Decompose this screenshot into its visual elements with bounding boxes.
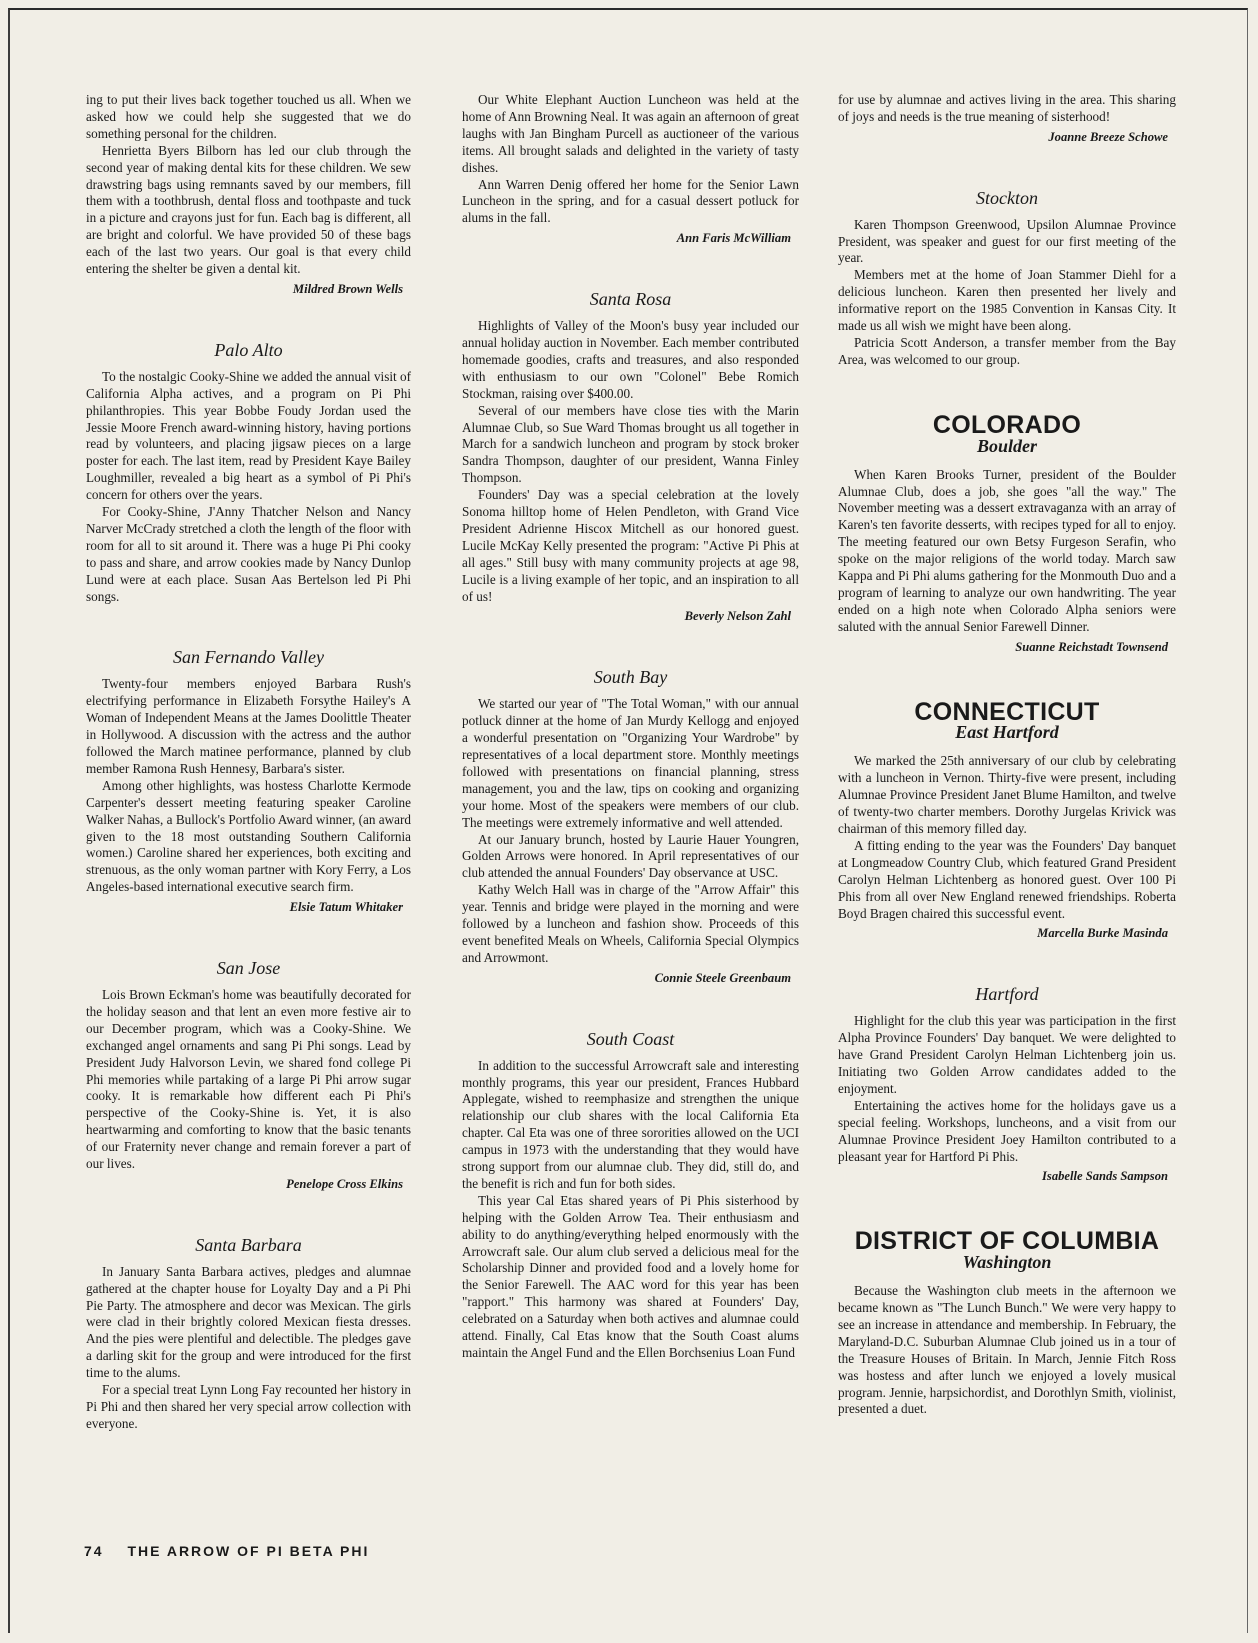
paragraph: In addition to the successful Arrowcraft sale and interesting monthly programs, this year our president, Frances Hubbard Applegate, wished to reemphasize and strengthen the unique relationship our club shares with the local California Eta chapter. Cal Eta was one of three sororities allowed on the UCI campus in 1973 with the understanding that they would have strong support from our alumnae club. They did, still do, and the benefit is rich and fun for both sides. bbox=[462, 1057, 799, 1191]
paragraph: Ann Warren Denig offered her home for the Senior Lawn Luncheon in the spring, and for a casual dessert potluck for alums in the fall. bbox=[462, 176, 799, 226]
paragraph: This year Cal Etas shared years of Pi Phis sisterhood by helping with the Golden Arrow Tea. Their enthusiasm and ability to do anything/everything helped enormously with the Arrowcraft sale. Our alum club served a delicious meal for the Scholarship Dinner and provided food and a lovely home for the Senior Farewell. The AAC word for this year has been "rapport." This harmony was shared at Founders' Day, celebrated on a Saturday when both actives and alumnae could attend. Finally, Cal Etas know that the South Coast alums maintain the Angel Fund and the Ellen Borchsenius Loan Fund bbox=[462, 1192, 799, 1360]
paragraph: Our White Elephant Auction Luncheon was held at the home of Ann Browning Neal. It was again an afternoon of great laughs with Jan Bingham Purcell as auctioneer of the various items. All brought salads and delighted in the variety of tasty dishes. bbox=[462, 92, 799, 175]
paragraph: Several of our members have close ties with the Marin Alumnae Club, so Sue Ward Thomas brought us all together in March for a sandwich luncheon and program by stock broker Sandra Thompson, daughter of our president, Wanna Finley Thompson. bbox=[462, 402, 799, 486]
section-heading-hartford: Hartford bbox=[975, 984, 1039, 1005]
city-heading-washington: Washington bbox=[962, 1252, 1052, 1273]
column-3 bbox=[838, 92, 1176, 1418]
section-heading-santa-barbara: Santa Barbara bbox=[195, 1234, 302, 1255]
paragraph: For Cooky-Shine, J'Anny Thatcher Nelson and Nancy Narver McCrady stretched a cloth the length of the floor with room for all to sit around it. There was a huge Pi Phi cooky to pass and share, and arrow cookies made by Nancy Dunlop Lund were at each place. Susan Aas Bertelson led Pi Phi songs. bbox=[86, 504, 411, 604]
paragraph: Among other highlights, was hostess Charlotte Kermode Carpenter's dessert meeting featuring speaker Caroline Walker Nahas, a Bullock's Portfolio Award winner, (an award given to the 18 most outstanding Southern California women.) Caroline shared her experiences, both exciting and strenuous, as the only woman partner with Kory Ferry, a Los Angeles-based international executive search firm. bbox=[86, 777, 411, 895]
column-1 bbox=[86, 92, 411, 1433]
page-number: 74 bbox=[84, 1543, 104, 1559]
paragraph: Karen Thompson Greenwood, Upsilon Alumnae Province President, was speaker and guest for our first meeting of the year. bbox=[838, 216, 1176, 266]
signature: Penelope Cross Elkins bbox=[286, 1176, 403, 1191]
state-heading-connecticut: CONNECTICUT bbox=[914, 697, 1100, 726]
page-footer bbox=[84, 1543, 387, 1559]
signature: Mildred Brown Wells bbox=[292, 281, 403, 296]
paragraph: Twenty-four members enjoyed Barbara Rush's electrifying performance in Elizabeth Forsythe Hailey's A Woman of Independent Means at the James Doolittle Theater in Hollywood. A discussion with the actress and the author followed the March matinee performance, planned by club member Ramona Rush Hennesy, Barbara's sister. bbox=[86, 676, 411, 776]
section-heading-stockton: Stockton bbox=[976, 187, 1038, 208]
state-heading-district-of-columbia: DISTRICT OF COLUMBIA bbox=[854, 1227, 1160, 1256]
column-2 bbox=[462, 92, 799, 1362]
signature: Connie Steele Greenbaum bbox=[654, 970, 791, 985]
paragraph: In January Santa Barbara actives, pledges and alumnae gathered at the chapter house for Loyalty Day and a Pi Phi Pie Party. The atmosphere and decor was Mexican. The girls were clad in their brightly colored Mexican fiesta dresses. And the pies were plentiful and delectible. The pledges gave a darling skit for the group and were introduced for the first time to the alums. bbox=[86, 1263, 411, 1381]
section-heading-san-fernando-valley: San Fernando Valley bbox=[173, 647, 324, 668]
paragraph: Kathy Welch Hall was in charge of the "Arrow Affair" this year. Tennis and bridge were played in the morning and were followed by a luncheon and fashion show. Proceeds of this event benefited Meals on Wheels, California Special Olympics and Arrowmont. bbox=[462, 882, 799, 965]
section-heading-south-bay: South Bay bbox=[593, 667, 668, 688]
signature: Suanne Reichstadt Townsend bbox=[1015, 639, 1168, 654]
section-heading-south-coast: South Coast bbox=[586, 1028, 675, 1049]
signature: Joanne Breeze Schowe bbox=[1048, 129, 1168, 144]
paragraph: A fitting ending to the year was the Founders' Day banquet at Longmeadow Country Club, which featured Grand President Carolyn Helman Lichtenberg as honored guest. Over 100 Pi Phis from all over New England renewed friendships. Roberta Boyd Bragen chaired this successful event. bbox=[838, 837, 1176, 921]
paragraph: Highlights of Valley of the Moon's busy year included our annual holiday auction in November. Each member contributed homemade goodies, crafts and treasures, and also responded with enthusiasm to our own "Colonel" Bebe Romich Stockman, raising over $400.00. bbox=[462, 318, 799, 401]
section-heading-palo-alto: Palo Alto bbox=[214, 339, 283, 360]
paragraph: At our January brunch, hosted by Laurie Hauer Youngren, Golden Arrows were honored. In April representatives of our club attended the annual Founders' Day observance at USC. bbox=[462, 831, 799, 881]
signature: Isabelle Sands Sampson bbox=[1042, 1169, 1168, 1184]
signature: Beverly Nelson Zahl bbox=[684, 609, 791, 624]
paragraph: Founders' Day was a special celebration at the lovely Sonoma hilltop home of Helen Pendleton, with Grand Vice President Adrienne Hiscox Mitchell as our honored guest. Lucile McKay Kelly presented the program: "Active Pi Phis at all ages." Still busy with many community projects at age 98, Lucile is a living example of her topic, and an inspiration to all of us! bbox=[462, 487, 799, 604]
paragraph: Entertaining the actives home for the holidays gave us a special feeling. Workshops, luncheons, and a visit from our Alumnae Province President Joey Hamilton contributed to a pleasant year for Hartford Pi Phis. bbox=[838, 1097, 1176, 1164]
paragraph: Because the Washington club meets in the afternoon we became known as "The Lunch Bunch." We were very happy to see an increase in attendance and membership. In February, the Maryland-D.C. Suburban Alumnae Club joined us in a tour of the Treasure Houses of Britain. In March, Jennie Fitch Ross was hostess and after lunch we enjoyed a lovely musical program. Jennie, harpsichordist, and Dorothlyn Smith, violinist, presented a duet. bbox=[838, 1283, 1176, 1417]
city-heading-east-hartford: East Hartford bbox=[955, 722, 1059, 743]
paragraph: Highlight for the club this year was participation in the first Alpha Province Founders' Day banquet. We were delighted to have Grand President Carolyn Helman Lichtenberg join us. Initiating two Golden Arrow candidates added to the enjoyment. bbox=[838, 1013, 1176, 1096]
state-heading-colorado: COLORADO bbox=[932, 410, 1082, 439]
paragraph: When Karen Brooks Turner, president of the Boulder Alumnae Club, does a job, she goes "all the way." The November meeting was a dessert extravaganza with an array of Karen's ten favorite desserts, with recipes typed for all to enjoy. The meeting featured our own Betsy Furgeson Serafin, who spoke on the major religions of the world today. March saw Kappa and Pi Phi alums gathering for the Monmouth Duo and a program of learning to analyze our own handwriting. The year ended on a high note when Colorado Alpha seniors were saluted with the annual Senior Farewell Dinner. bbox=[838, 466, 1176, 634]
paragraph: Members met at the home of Joan Stammer Diehl for a delicious luncheon. Karen then presented her lively and informative report on the 1985 Convention in Kansas City. It made us all wish we might have been along. bbox=[838, 267, 1176, 334]
signature: Elsie Tatum Whitaker bbox=[289, 900, 403, 915]
paragraph: Henrietta Byers Bilborn has led our club through the second year of making dental kits for these children. We sew drawstring bags using remnants saved by our members, fill them with a toothbrush, dental floss and toothpaste and tuck in a picture and crayons just for fun. Each bag is different, all are bright and colorful. We have provided 50 of these bags each of the last two years. Our goal is that every child entering the shelter be given a dental kit. bbox=[86, 142, 411, 277]
section-heading-san-jose: San Jose bbox=[216, 958, 281, 979]
signature: Ann Faris McWilliam bbox=[676, 231, 791, 246]
paragraph: Lois Brown Eckman's home was beautifully decorated for the holiday season and that lent an even more festive air to our December program, which was a Cooky-Shine. We exchanged angel ornaments and sang Pi Phi songs. Lead by President Judy Halvorson Levin, we shared fond college Pi Phi memories while partaking of a large Pi Phi arrow sugar cooky. It is remarkable how different each Pi Phi's perspective of the Cooky-Shine is. Yet, it is also heartwarming and comforting to know that the basic tenants of our Fraternity never change and remain forever a part of our lives. bbox=[86, 986, 411, 1172]
publication-title: THE ARROW OF PI BETA PHI bbox=[127, 1543, 370, 1559]
signature: Marcella Burke Masinda bbox=[1037, 926, 1168, 941]
paragraph: Patricia Scott Anderson, a transfer member from the Bay Area, was welcomed to our group. bbox=[838, 334, 1176, 367]
city-heading-boulder: Boulder bbox=[976, 435, 1037, 456]
paragraph: We started our year of "The Total Woman," with our annual potluck dinner at the home of Jan Murdy Kellogg and enjoyed a wonderful presentation on "Organizing Your Wardrobe" by representatives of a local department store. Monthly meetings followed with presentations on financial planning, stress management, you and the law, tips on cooking and organizing your home. Most of the speakers were members of our club. The meetings were extremely informative and well attended. bbox=[462, 696, 799, 830]
paragraph: ing to put their lives back together touched us all. When we asked how we could help she suggested that we do something personal for the children. bbox=[86, 92, 411, 141]
section-heading-santa-rosa: Santa Rosa bbox=[589, 289, 672, 310]
paragraph: To the nostalgic Cooky-Shine we added the annual visit of California Alpha actives, and a program on Pi Phi philanthropies. This year Bobbe Foudy Jordan used the Jessie Moore French award-winning history, having portions read by volunteers, and placing jigsaw pieces on a large poster for each. The last item, read by President Kaye Bailey Loughmiller, revealed a big heart as a symbol of Pi Phi's concern for others over the years. bbox=[86, 368, 411, 503]
paragraph: We marked the 25th anniversary of our club by celebrating with a luncheon in Vernon. Thirty-five were present, including Alumnae Province President Janet Blume Hamilton, and twelve of twenty-two charter members. Dorothy Jurgelas Krivick was chairman of this memory filled day. bbox=[838, 753, 1176, 836]
paragraph: For a special treat Lynn Long Fay recounted her history in Pi Phi and then shared her very special arrow collection with everyone. bbox=[86, 1382, 411, 1431]
paragraph: for use by alumnae and actives living in the area. This sharing of joys and needs is the true meaning of sisterhood! bbox=[838, 92, 1176, 124]
